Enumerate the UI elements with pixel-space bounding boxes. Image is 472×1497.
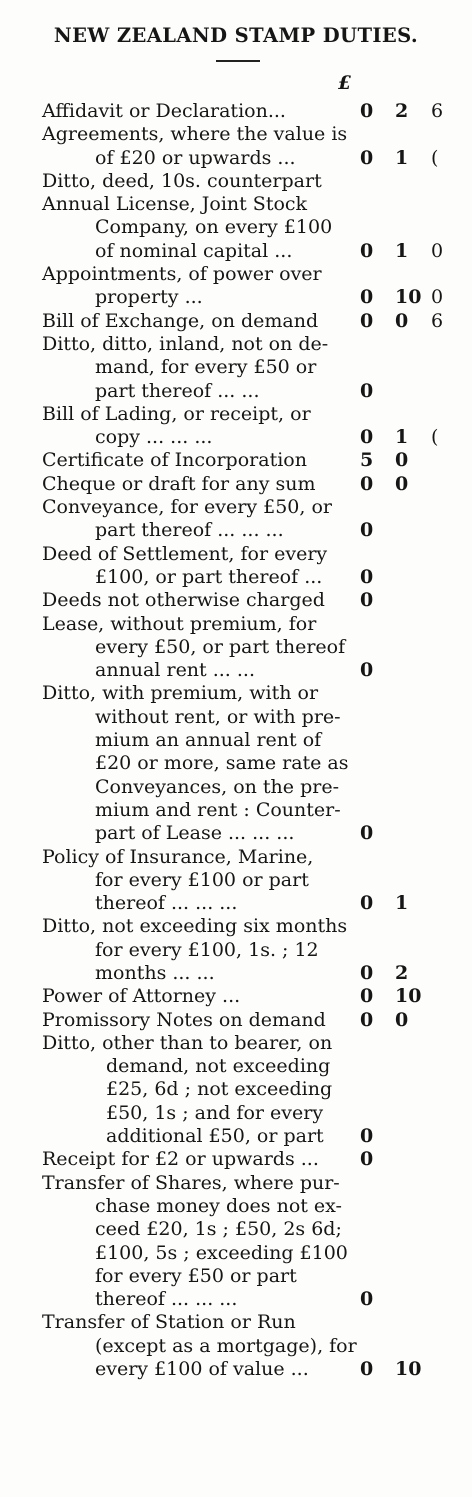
- duty-line: [0, 706, 472, 729]
- duty-line: [0, 1055, 472, 1078]
- duty-line-text: £20 or more, same rate as: [95, 752, 349, 775]
- duty-line-text: mium an annual rent of: [95, 729, 322, 752]
- duty-line: [0, 216, 472, 239]
- duty-line-text: Bill of Lading, or receipt, or: [42, 402, 311, 425]
- duty-line-text: Conveyance, for every £50, or: [42, 496, 332, 519]
- duty-line-text: Certificate of Incorporation: [42, 449, 307, 472]
- duty-line: [0, 1288, 472, 1311]
- pounds-value: 0: [360, 822, 374, 845]
- duty-line-text: annual rent ... ...: [95, 659, 255, 682]
- duty-line-text: Ditto, ditto, inland, not on de-: [42, 332, 329, 355]
- duty-line-text: Conveyances, on the pre-: [95, 775, 339, 798]
- pounds-value: 0: [360, 1008, 374, 1031]
- duty-line-text: £25, 6d ; not exceeding: [106, 1078, 333, 1101]
- duty-line-text: mand, for every £50 or: [95, 356, 317, 379]
- shillings-value: 10: [395, 985, 422, 1008]
- pounds-value: 0: [360, 1125, 374, 1148]
- duty-line: [0, 519, 472, 542]
- shillings-value: 1: [395, 892, 409, 915]
- duty-line: [0, 1358, 472, 1381]
- pounds-value: 0: [360, 659, 374, 682]
- duty-line-text: for every £100, 1s. ; 12: [95, 938, 319, 961]
- pence-value: (: [431, 146, 439, 169]
- duty-line: [0, 613, 472, 636]
- duty-line: [0, 123, 472, 146]
- pounds-value: 0: [360, 985, 374, 1008]
- duty-line-text: Annual License, Joint Stock: [42, 193, 308, 216]
- shillings-value: 1: [395, 426, 409, 449]
- shillings-value: 1: [395, 239, 409, 262]
- duty-line-text: Promissory Notes on demand: [42, 1008, 326, 1031]
- pounds-value: 0: [360, 309, 374, 332]
- duty-line: [0, 846, 472, 869]
- pounds-value: 0: [360, 565, 374, 588]
- duty-line: [0, 776, 472, 799]
- duty-line: [0, 310, 472, 333]
- pounds-value: 0: [360, 961, 374, 984]
- duty-line-text: part thereof ... ... ...: [95, 519, 284, 542]
- duty-line: [0, 1265, 472, 1288]
- duty-line-text: Ditto, deed, 10s. counterpart: [42, 169, 322, 192]
- duty-line: [0, 822, 472, 845]
- duty-line: [0, 752, 472, 775]
- duty-line-text: thereof ... ... ...: [95, 1288, 238, 1311]
- shillings-value: 0: [395, 472, 409, 495]
- shillings-value: 1: [395, 146, 409, 169]
- duty-line: [0, 1218, 472, 1241]
- duty-line: [0, 1172, 472, 1195]
- duty-line-text: Receipt for £2 or upwards ...: [42, 1148, 319, 1171]
- duty-line-text: part thereof ... ...: [95, 379, 260, 402]
- duty-line: [0, 1148, 472, 1171]
- duty-line-text: Power of Attorney ...: [42, 985, 241, 1008]
- duty-line: [0, 1242, 472, 1265]
- duty-line-text: £100, 5s ; exceeding £100: [95, 1241, 348, 1264]
- duty-line: [0, 403, 472, 426]
- duty-line-text: Bill of Exchange, on demand: [42, 309, 319, 332]
- duty-line: [0, 240, 472, 263]
- duty-line-text: ceed £20, 1s ; £50, 2s 6d;: [95, 1218, 342, 1241]
- pounds-value: 0: [360, 1288, 374, 1311]
- duty-line: [0, 356, 472, 379]
- pence-value: 6: [431, 100, 444, 122]
- duty-line: [0, 682, 472, 705]
- duty-line: [0, 869, 472, 892]
- pounds-value: 0: [360, 379, 374, 402]
- duty-line-text: Deed of Settlement, for every: [42, 542, 328, 565]
- duty-line: [0, 473, 472, 496]
- duty-line-text: Deeds not otherwise charged: [42, 589, 325, 612]
- duty-line: [0, 333, 472, 356]
- duty-line-text: of £20 or upwards ...: [95, 146, 296, 169]
- duty-line: [0, 263, 472, 286]
- duty-line: [0, 1102, 472, 1125]
- duty-line: [0, 799, 472, 822]
- duty-line: [0, 1125, 472, 1148]
- duty-line-text: £100, or part thereof ...: [95, 565, 323, 588]
- duty-line: [0, 659, 472, 682]
- duty-line-text: thereof ... ... ...: [95, 892, 238, 915]
- duty-line: [0, 147, 472, 170]
- duty-line-text: additional £50, or part: [106, 1125, 324, 1148]
- page-title: NEW ZEALAND STAMP DUTIES.: [53, 24, 419, 47]
- shillings-value: 0: [395, 1008, 409, 1031]
- duty-line-text: demand, not exceeding: [106, 1055, 331, 1078]
- duty-line: [0, 1078, 472, 1101]
- duty-line-text: Cheque or draft for any sum: [42, 472, 316, 495]
- duty-line: [0, 892, 472, 915]
- pence-value: 0: [431, 286, 444, 309]
- pence-value: 0: [431, 239, 444, 262]
- duty-line: [0, 1311, 472, 1334]
- duty-line: [0, 1335, 472, 1358]
- duty-line-text: for every £100 or part: [95, 868, 309, 891]
- duty-line: [0, 1032, 472, 1055]
- duty-line-text: months ... ...: [95, 961, 215, 984]
- pounds-value: 0: [360, 472, 374, 495]
- duty-line-text: Appointments, of power over: [42, 263, 322, 286]
- duty-line-text: without rent, or with pre-: [95, 705, 341, 728]
- duty-line-text: Transfer of Station or Run: [42, 1311, 296, 1334]
- pounds-value: 0: [360, 589, 374, 612]
- duty-line-text: Agreements, where the value is: [42, 123, 348, 146]
- duty-line-text: Ditto, with premium, with or: [42, 682, 319, 705]
- duty-list: [0, 100, 472, 1381]
- duty-line: [0, 1009, 472, 1032]
- duty-line-text: part of Lease ... ... ...: [95, 822, 295, 845]
- duty-line-text: mium and rent : Counter-: [95, 798, 341, 821]
- duty-line-text: chase money does not ex-: [95, 1194, 342, 1217]
- duty-line: [0, 426, 472, 449]
- pounds-value: 0: [360, 892, 374, 915]
- shillings-value: 0: [395, 449, 409, 472]
- pence-value: (: [431, 426, 439, 449]
- duty-line: [0, 729, 472, 752]
- duty-line: [0, 170, 472, 193]
- duty-line: [0, 193, 472, 216]
- duty-line: [0, 566, 472, 589]
- pounds-value: 0: [360, 426, 374, 449]
- shillings-value: 0: [395, 309, 409, 332]
- duty-line: [0, 449, 472, 472]
- duty-line-text: Transfer of Shares, where pur-: [42, 1171, 340, 1194]
- duty-line-text: £50, 1s ; and for every: [106, 1101, 324, 1124]
- pounds-value: 0: [360, 519, 374, 542]
- duty-line-text: for every £50 or part: [95, 1264, 297, 1287]
- shillings-value: 10: [395, 1358, 422, 1381]
- duty-line-text: copy ... ... ...: [95, 426, 213, 449]
- duty-line-text: Company, on every £100: [95, 216, 333, 239]
- pound-column-header: £: [338, 72, 352, 94]
- duty-line: [0, 915, 472, 938]
- duty-line-text: Lease, without premium, for: [42, 612, 317, 635]
- duty-line: [0, 985, 472, 1008]
- shillings-value: 2: [395, 100, 409, 122]
- duty-line: [0, 589, 472, 612]
- pounds-value: 0: [360, 1358, 374, 1381]
- duty-line-text: (except as a mortgage), for: [95, 1334, 357, 1357]
- duty-line: [0, 286, 472, 309]
- shillings-value: 10: [395, 286, 422, 309]
- title-rule: [216, 60, 260, 62]
- pounds-value: 0: [360, 146, 374, 169]
- shillings-value: 2: [395, 961, 409, 984]
- pounds-value: 0: [360, 286, 374, 309]
- duty-line: [0, 496, 472, 519]
- pounds-value: 5: [360, 449, 374, 472]
- duty-line-text: every £50, or part thereof: [95, 635, 346, 658]
- pence-value: 6: [431, 309, 444, 332]
- duty-line-text: Ditto, not exceeding six months: [42, 915, 348, 938]
- pounds-value: 0: [360, 100, 374, 122]
- duty-line-text: every £100 of value ...: [95, 1358, 309, 1381]
- duty-line: [0, 636, 472, 659]
- duty-line-text: Ditto, other than to bearer, on: [42, 1031, 333, 1054]
- pounds-value: 0: [360, 1148, 374, 1171]
- duty-line: [0, 939, 472, 962]
- duty-line: [0, 543, 472, 566]
- pounds-value: 0: [360, 239, 374, 262]
- duty-line: [0, 380, 472, 403]
- duty-line-text: of nominal capital ...: [95, 239, 293, 262]
- duty-line: [0, 100, 472, 123]
- duty-line-text: Affidavit or Declaration...: [42, 100, 286, 122]
- duty-line: [0, 962, 472, 985]
- duty-line-text: Policy of Insurance, Marine,: [42, 845, 314, 868]
- duty-line: [0, 1195, 472, 1218]
- duty-line-text: property ...: [95, 286, 203, 309]
